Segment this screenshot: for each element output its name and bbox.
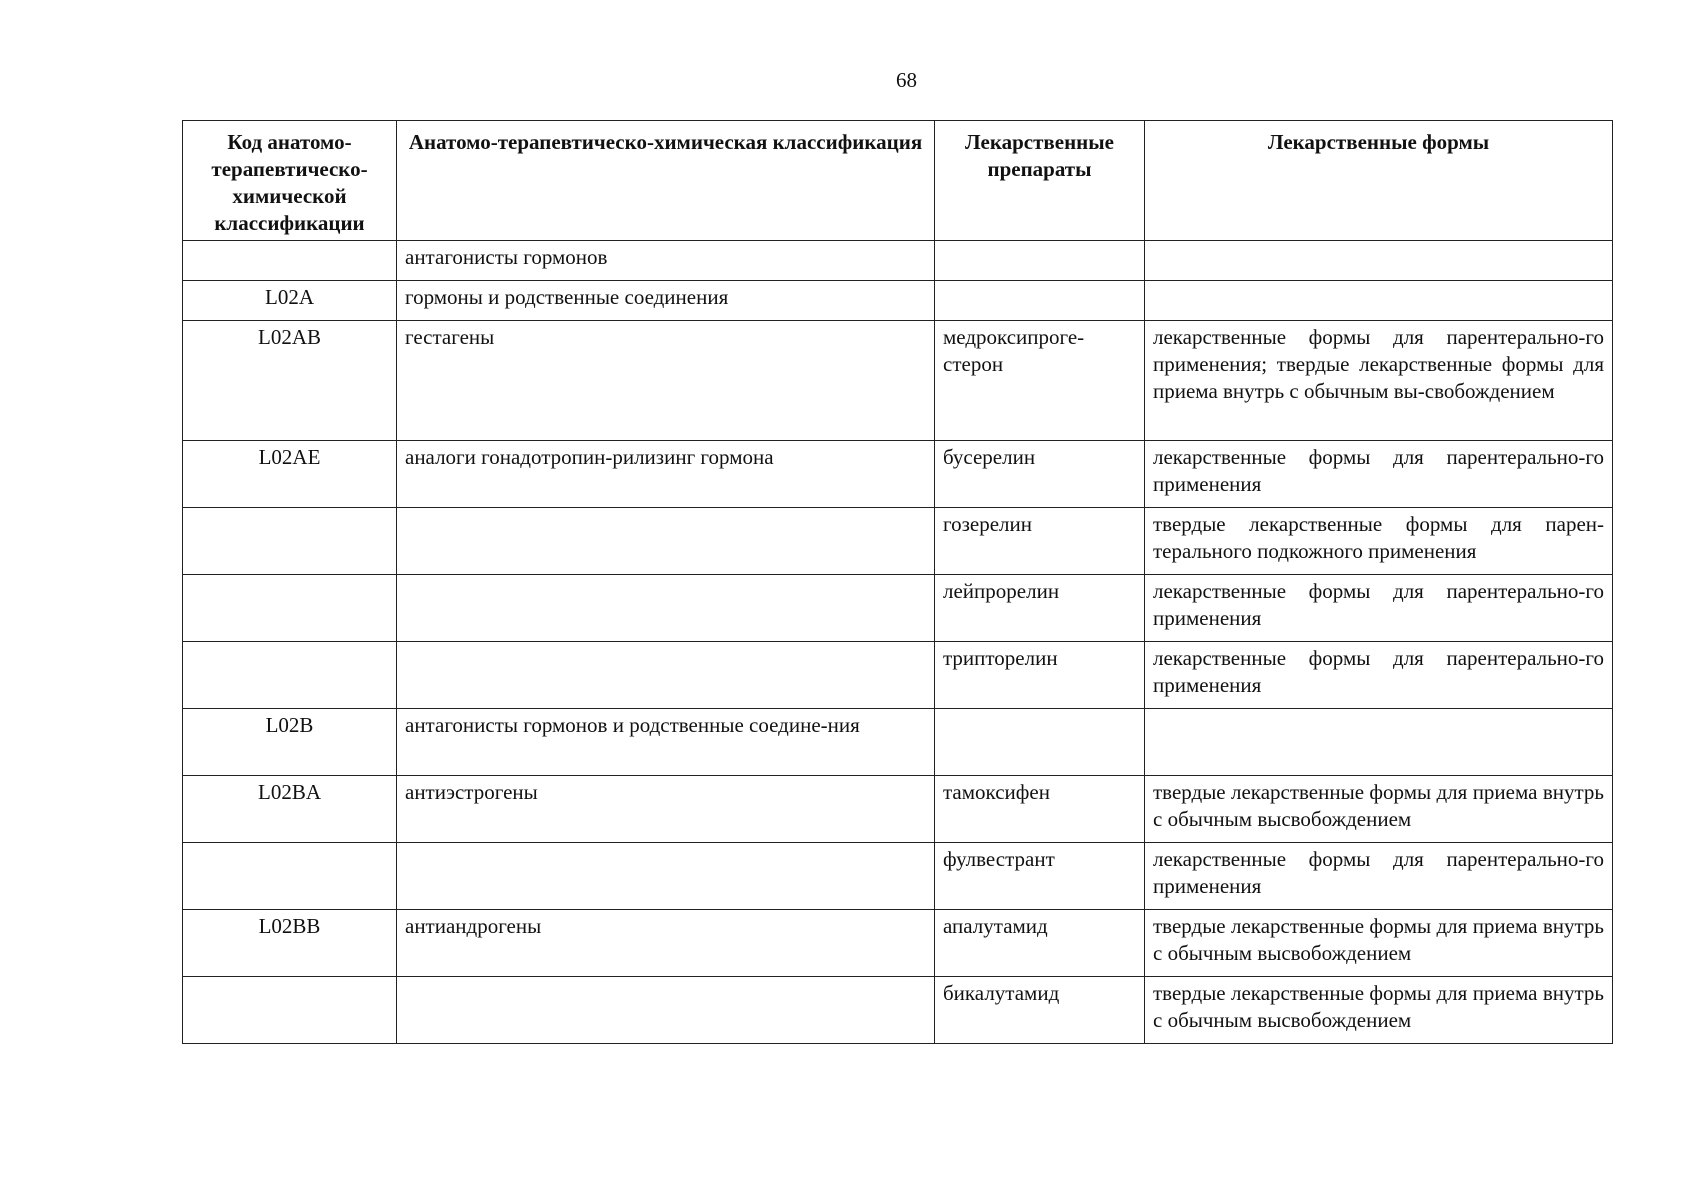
cell-forms: лекарственные формы для парентерально-го применения [1145,843,1613,910]
cell-classification [397,977,935,1044]
cell-code [183,241,397,281]
cell-code: L02B [183,709,397,776]
cell-drug [935,281,1145,321]
table-header-row [183,121,1613,241]
table-row [183,776,1613,843]
cell-drug: лейпрорелин [935,575,1145,642]
cell-code [183,843,397,910]
cell-forms: твердые лекарственные формы для приема внутрь с обычным высвобождением [1145,910,1613,977]
cell-classification [397,575,935,642]
cell-classification: гестагены [397,321,935,441]
table-row [183,910,1613,977]
cell-classification: антиэстрогены [397,776,935,843]
header-atc-code: Код анатомо-терапевтическо-химической классификации [183,121,397,241]
cell-forms: лекарственные формы для парентерально-го применения; твердые лекарственные формы для приема внутрь с обычным вы-свобождением [1145,321,1613,441]
cell-code: L02BB [183,910,397,977]
cell-code: L02AB [183,321,397,441]
table-row [183,321,1613,441]
cell-forms: лекарственные формы для парентерально-го применения [1145,575,1613,642]
header-drugs: Лекарственные препараты [935,121,1145,241]
cell-drug: медроксипроге-стерон [935,321,1145,441]
cell-drug: бикалутамид [935,977,1145,1044]
cell-forms: лекарственные формы для парентерально-го применения [1145,642,1613,709]
cell-forms: твердые лекарственные формы для парен-терального подкожного применения [1145,508,1613,575]
cell-drug [935,709,1145,776]
table-row [183,843,1613,910]
cell-forms: твердые лекарственные формы для приема внутрь с обычным высвобождением [1145,977,1613,1044]
cell-code: L02A [183,281,397,321]
table-row [183,709,1613,776]
header-atc-classification: Анатомо-терапевтическо-химическая классификация [397,121,935,241]
page-number: 68 [896,68,917,92]
cell-forms: лекарственные формы для парентерально-го применения [1145,441,1613,508]
cell-classification: гормоны и родственные соединения [397,281,935,321]
cell-drug [935,241,1145,281]
cell-code: L02AE [183,441,397,508]
table-row [183,241,1613,281]
cell-forms [1145,241,1613,281]
cell-code [183,508,397,575]
cell-code [183,575,397,642]
table-row [183,281,1613,321]
table-row [183,642,1613,709]
cell-code [183,977,397,1044]
cell-classification: антиандрогены [397,910,935,977]
cell-forms: твердые лекарственные формы для приема внутрь с обычным высвобождением [1145,776,1613,843]
atc-table [182,120,1613,1044]
cell-drug: фулвестрант [935,843,1145,910]
table-row [183,575,1613,642]
cell-classification: аналоги гонадотропин-рилизинг гормона [397,441,935,508]
cell-classification: антагонисты гормонов и родственные соедине-ния [397,709,935,776]
table-row [183,977,1613,1044]
cell-forms [1145,281,1613,321]
cell-drug: трипторелин [935,642,1145,709]
cell-drug: гозерелин [935,508,1145,575]
cell-code [183,642,397,709]
cell-classification [397,642,935,709]
cell-classification [397,843,935,910]
cell-drug: апалутамид [935,910,1145,977]
cell-forms [1145,709,1613,776]
table-row [183,508,1613,575]
cell-drug: тамоксифен [935,776,1145,843]
cell-classification: антагонисты гормонов [397,241,935,281]
cell-drug: бусерелин [935,441,1145,508]
table-row [183,441,1613,508]
cell-classification [397,508,935,575]
header-dosage-forms: Лекарственные формы [1145,121,1613,241]
cell-code: L02BA [183,776,397,843]
